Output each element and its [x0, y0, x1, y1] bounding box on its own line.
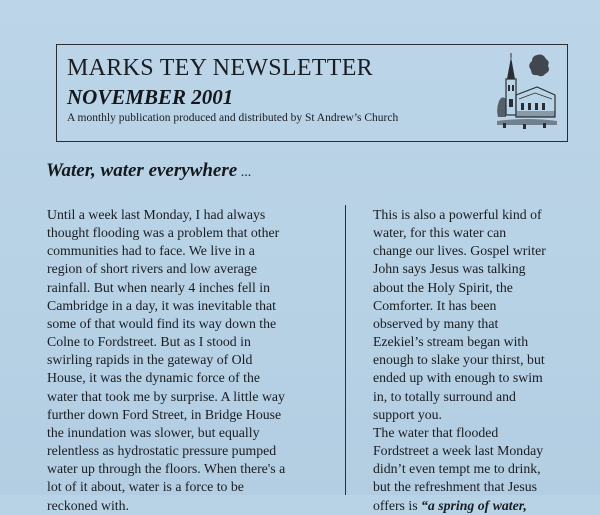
newsletter-title: MARKS TEY NEWSLETTER [67, 55, 373, 81]
article-headline [46, 160, 251, 182]
left-column [47, 206, 327, 515]
right-column [373, 206, 593, 515]
text-line: water, for this water can [373, 225, 507, 241]
text-line: lot of it about, water is a force to be [47, 479, 244, 495]
text-line: swirling rapids in the gateway of Old [47, 352, 253, 368]
text-line [373, 497, 593, 515]
text-line: in, to totally surround and [373, 388, 516, 404]
headline-ellipsis: ... [237, 165, 252, 180]
text-line: support you. [373, 406, 442, 422]
text-line: Comforter. It has been [373, 297, 497, 313]
text-line: Ezekiel’s stream began with [373, 334, 529, 350]
newsletter-subtitle: A monthly publication produced and distributed by St Andrew’s Church [67, 112, 399, 124]
text-line: Until a week last Monday, I had always [47, 207, 266, 222]
issue-date: NOVEMBER 2001 [67, 85, 234, 109]
text-line: water that took me by surprise. A little way [47, 388, 285, 404]
masthead [56, 44, 568, 142]
quote-fragment: “a spring of water, [421, 497, 527, 513]
text-line: reckoned with. [47, 497, 129, 513]
text-line: but the refreshment that Jesus [373, 479, 537, 495]
text-line: about the Holy Spirit, the [373, 279, 513, 295]
text-line: rainfall. But when nearly 4 inches fell in [47, 279, 270, 295]
text-line: change our lives. Gospel writer [373, 243, 546, 259]
text-line: Cambridge in a day, it was inevitable that [47, 297, 276, 313]
text-line: This is also a powerful kind of [373, 207, 542, 222]
text-line: ended up with enough to swim [373, 370, 543, 386]
text-line: observed by many that [373, 315, 499, 331]
text-line: House, it was the dynamic force of the [47, 370, 261, 386]
headline-text: Water, water everywhere [46, 160, 238, 181]
text-line: John says Jesus was talking [373, 261, 526, 277]
column-divider [345, 205, 346, 495]
text-line: relentless as hydrostatic pressure pumped [47, 443, 277, 459]
text-line: enough to slake your thirst, but [373, 352, 545, 368]
text-line: water up through the floors. When there's a [47, 461, 286, 477]
text-line: communities had to face. We live in a [47, 243, 255, 259]
text-line: Colne to Fordstreet. But as I stood in [47, 334, 251, 350]
text-line: The water that flooded [373, 424, 499, 440]
church-icon [497, 51, 557, 135]
text-line: region of short rivers and low average [47, 261, 257, 277]
text-line: didn’t even tempt me to drink, [373, 461, 541, 477]
text-fragment: offers is [373, 497, 422, 513]
text-line: some of that would find its way down the [47, 315, 277, 331]
text-line: thought flooding was a problem that other [47, 225, 280, 241]
text-line: the inundation was slower, but equally [47, 424, 260, 440]
text-line: Fordstreet a week last Monday [373, 443, 544, 459]
text-line: further down Ford Street, in Bridge House [47, 406, 282, 422]
